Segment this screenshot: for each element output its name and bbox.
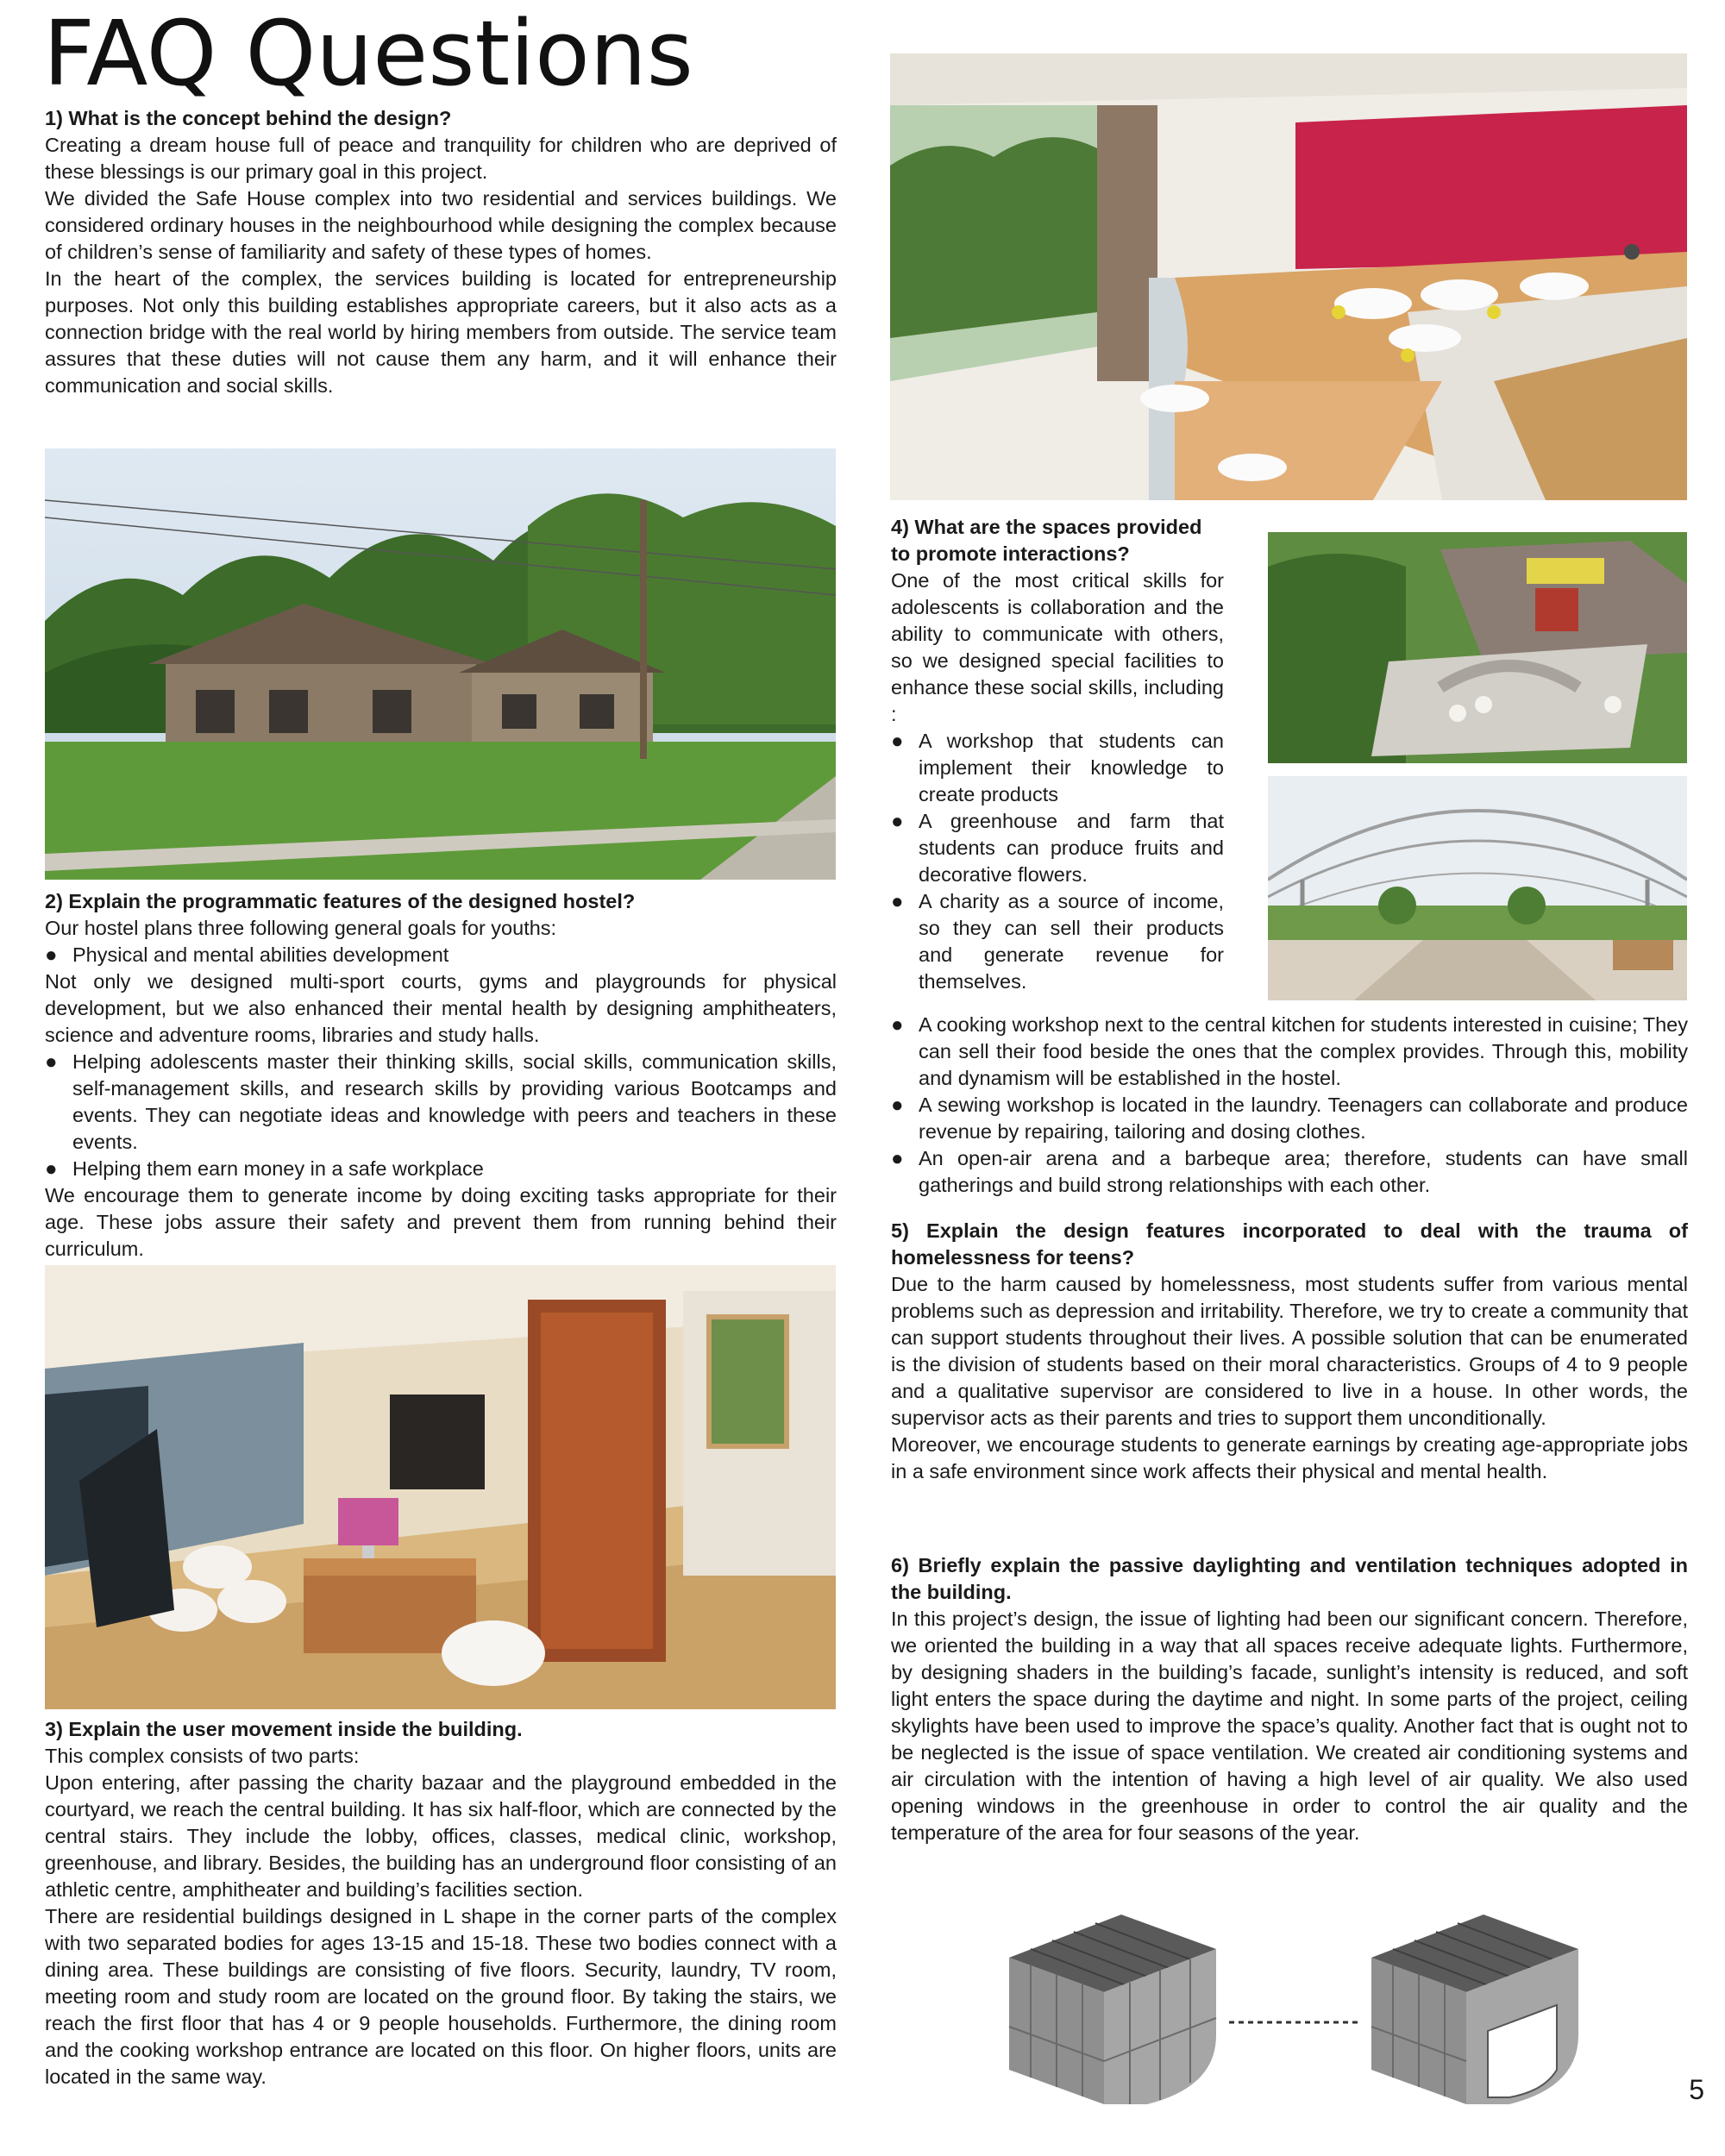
bullet-item [891, 808, 1224, 888]
faq-section-trauma [891, 1218, 1688, 1485]
bullet-glyph: ● [45, 1157, 58, 1181]
amphitheater-aerial-render [1268, 532, 1687, 763]
bullet-glyph: ● [891, 1147, 904, 1170]
faq-section-user-movement [45, 1716, 837, 2090]
question-heading: 4) What are the spaces provided to promote interactions? [891, 516, 1202, 565]
page-number: 5 [1689, 2074, 1704, 2105]
open-module-illustration [1371, 1915, 1578, 2104]
bullet-glyph: ● [891, 810, 904, 833]
faq-section-concept [45, 105, 837, 399]
bullet-text: A charity as a source of income, so they can sell their products and generate revenue for themselves. [919, 890, 1224, 993]
bullet-text: Helping them earn money in a safe workplace [72, 1157, 484, 1180]
bullet-text: A workshop that students can implement their knowledge to create products [919, 730, 1224, 805]
facade-shader-diagram [992, 1906, 1596, 2130]
dining-mezzanine-render [890, 53, 1687, 500]
bullet-item [891, 1012, 1688, 1092]
paragraph: Upon entering, after passing the charity bazaar and the playground embedded in the courtyard, we reach the central building. It has six half-floor, which are connected by the central stairs. They include the lobby, offices, classes, medical clinic, workshop, greenhouse, and library. Besides, the building has an underground floor consisting of an athletic centre, amphitheater and building’s facilities section. [45, 1771, 837, 1901]
faq-section-daylighting [891, 1552, 1688, 1846]
closed-module-illustration [1009, 1915, 1216, 2104]
paragraph: Not only we designed multi-sport courts, gyms and playgrounds for physical development, but we also enhanced their mental health by designing amphitheaters, science and adventure rooms, libraries and study halls. [45, 970, 837, 1046]
faq-section-programmatic-features [45, 888, 837, 1263]
bullet-item [891, 888, 1224, 995]
faq-section-interactions-continued [891, 1012, 1688, 1199]
question-heading: 1) What is the concept behind the design? [45, 107, 452, 129]
bullet-item [891, 1092, 1688, 1145]
question-heading: 2) Explain the programmatic features of the designed hostel? [45, 890, 636, 912]
paragraph: Moreover, we encourage students to generate earnings by creating age-appropriate jobs in a safe environment since work affects their physical and mental health. [891, 1433, 1688, 1482]
paragraph: We encourage them to generate income by doing exciting tasks appropriate for their age. These jobs assure their safety and prevent them from running behind their curriculum. [45, 1184, 837, 1260]
paragraph: In the heart of the complex, the services building is located for entrepreneurship purposes. Not only this building establishes appropriate careers, but it also acts as a connection bridge with the real world by hiring members from outside. The service team assures that these duties will not cause them any harm, and it will enhance their communication and social skills. [45, 267, 837, 397]
bullet-item [45, 1049, 837, 1156]
bullet-glyph: ● [45, 943, 58, 967]
paragraph: There are residential buildings designed in L shape in the corner parts of the complex with two separated bodies for ages 13-15 and 15-18. These two bodies connect with a dining area. These buildings are consisting of five floors. Security, laundry, TV room, meeting room and study room are located on the ground floor. By taking the stairs, we reach the first floor that has 4 or 9 people households. Furthermore, the dining room and the cooking workshop entrance are located on this floor. On higher floors, units are located in the same way. [45, 1905, 837, 2088]
bullet-text: Helping adolescents master their thinking skills, social skills, communication skills, self-management skills, and research skills by providing various Bootcamps and events. They can negotiate ideas and knowledge with peers and teachers in these events. [72, 1050, 837, 1153]
paragraph: This complex consists of two parts: [45, 1745, 360, 1767]
bullet-item [45, 1156, 837, 1182]
question-heading: 5) Explain the design features incorporated to deal with the trauma of homelessness for teens? [891, 1219, 1688, 1269]
paragraph: One of the most critical skills for adolescents is collaboration and the ability to communicate with others, so we designed special facilities to enhance these social skills, including : [891, 569, 1224, 725]
interior-lounge-render [45, 1265, 836, 1709]
paragraph: Creating a dream house full of peace and tranquility for children who are deprived of these blessings is our primary goal in this project. [45, 134, 837, 183]
faq-section-interactions [891, 514, 1224, 995]
bullet-item [891, 1145, 1688, 1199]
question-heading: 3) Explain the user movement inside the building. [45, 1718, 523, 1740]
bullet-glyph: ● [45, 1050, 58, 1074]
page-title: FAQ Questions [43, 1, 693, 106]
paragraph: Due to the harm caused by homelessness, most students suffer from various mental problems such as depression and irritability. Therefore, we try to create a community that can support students throughout their lives. A possible solution that can be enumerated is the division of students based on their moral characteristics. Groups of 4 to 9 people and a qualitative supervisor are considered to live in a house. In other words, the supervisor acts as their parents and tries to support them unconditionally. [891, 1273, 1688, 1429]
bullet-text: A cooking workshop next to the central kitchen for students interested in cuisine; They can sell their food beside the ones that the complex provides. Through this, mobility and dynamism will be established in the hostel. [919, 1013, 1688, 1089]
greenhouse-render [1268, 776, 1687, 1000]
bullet-glyph: ● [891, 1094, 904, 1117]
bullet-glyph: ● [891, 1013, 904, 1037]
bullet-item [45, 942, 837, 968]
bullet-text: A sewing workshop is located in the laundry. Teenagers can collaborate and produce revenue by repairing, tailoring and dosing clothes. [919, 1094, 1688, 1143]
bullet-text: Physical and mental abilities development [72, 943, 449, 966]
bullet-glyph: ● [891, 890, 904, 913]
paragraph: In this project’s design, the issue of lighting had been our significant concern. Therefore, we oriented the building in a way that all spaces receive adequate lights. Furthermore, by designing shaders in the building’s facade, sunlight’s intensity is reduced, and soft light enters the space during the daytime and night. In some parts of the project, ceiling skylights have been used to improve the space’s quality. Another fact that is ought not to be neglected is the issue of space ventilation. We created air conditioning systems and air circulation with the intention of having a high level of air quality. We also used opening windows in the greenhouse in order to control the air quality and the temperature of the area for four seasons of the year. [891, 1608, 1688, 1844]
paragraph: We divided the Safe House complex into two residential and services buildings. We considered ordinary houses in the neighbourhood while designing the complex because of children’s sense of familiarity and safety of these types of homes. [45, 187, 837, 263]
paragraph: Our hostel plans three following general goals for youths: [45, 917, 557, 939]
question-heading: 6) Briefly explain the passive daylighting and ventilation techniques adopted in the building. [891, 1554, 1688, 1603]
street-houses-photo [45, 448, 836, 880]
bullet-text: An open-air arena and a barbeque area; therefore, students can have small gatherings and build strong relationships with each other. [919, 1147, 1688, 1196]
bullet-item [891, 728, 1224, 808]
bullet-glyph: ● [891, 730, 904, 753]
bullet-text: A greenhouse and farm that students can produce fruits and decorative flowers. [919, 810, 1224, 886]
